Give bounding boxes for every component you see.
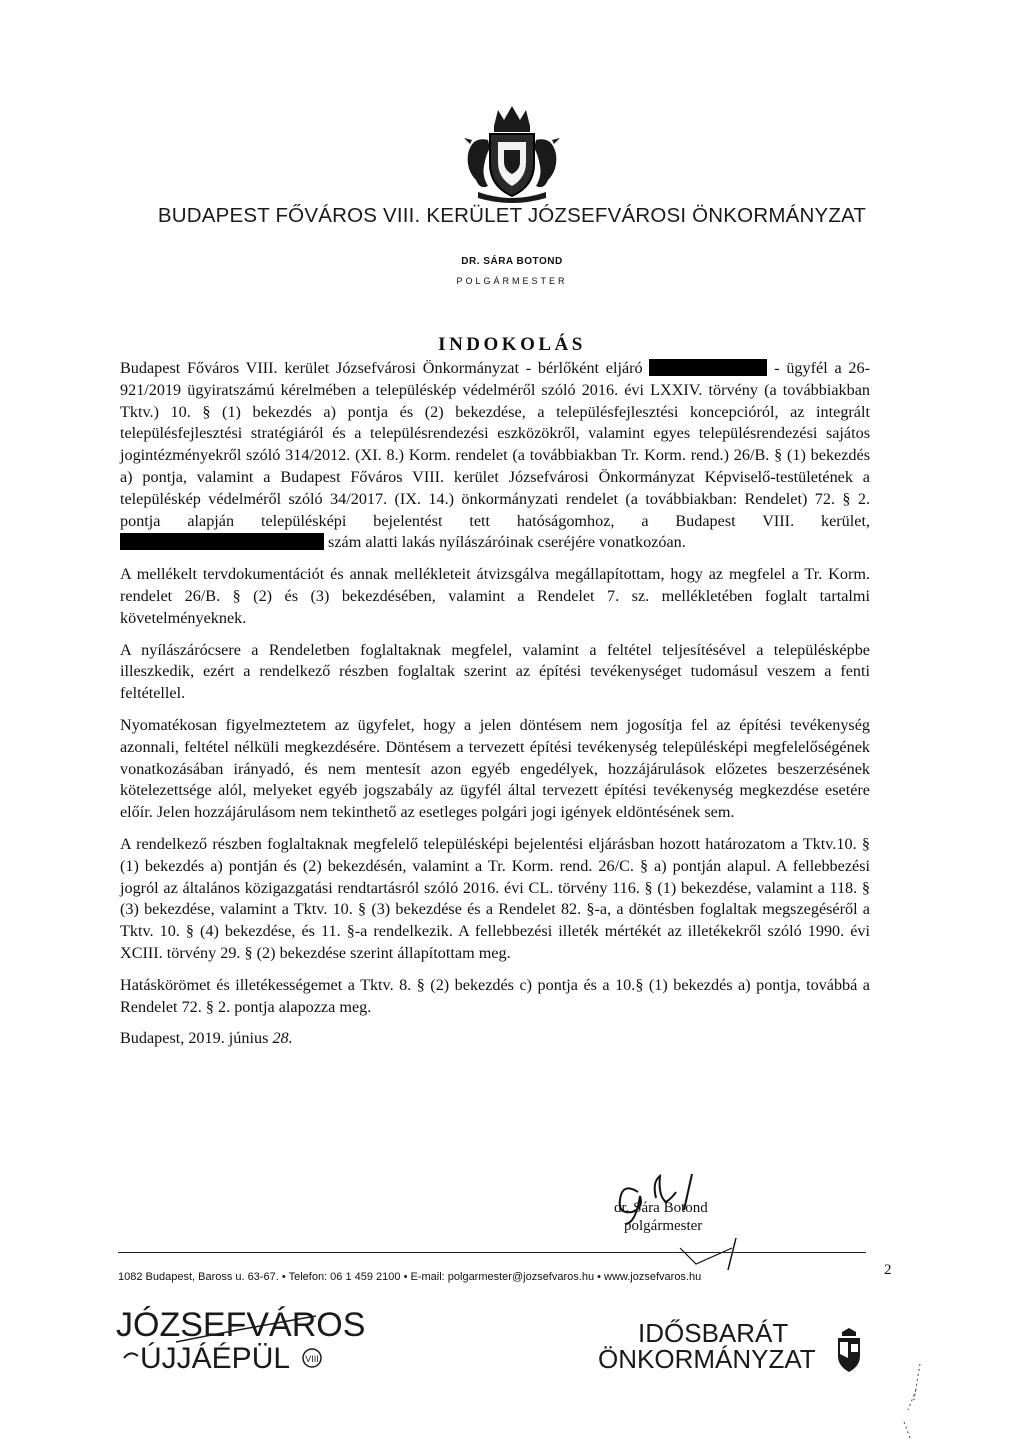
paragraph: Nyomatékosan figyelmeztetem az ügyfelet, hogy a jelen döntésem nem jogosítja fel az építési tevékenység azonnali, feltétel nélküli megkezdésére. Döntésem a tervezett építési tevékenység településképi megfelelőségének vonatkozásában irányadó, és nem mentesít azon egyéb engedélyek, hozzájárulások előzetes beszerzésének kötelezettsége alól, melyeket egyéb jogszabály az ügyfél által tervezett építési tevékenység megkezdése esetére előír. Jelen hozzájárulásom nem tekinthető az esetleges polgári jogi igények eldöntésének sem. (120, 715, 870, 822)
idosbarat-onkormanyzat-logo (598, 1318, 878, 1378)
signatory-name: dr. Sára Botond (614, 1200, 708, 1216)
page-number: 2 (884, 1262, 892, 1278)
paragraph: A nyílászárócsere a Rendeletben foglaltaknak megfelel, valamint a feltétel teljesítésével a településképbe illeszkedik, ezért a rendelkező részben foglaltak szerint az építési tevékenységet tudomásul veszem a fenti feltétellel. (120, 640, 870, 703)
mayor-title: POLGÁRMESTER (456, 276, 568, 286)
jozsefvaros-ujjaepul-logo (116, 1306, 366, 1378)
redaction-bar (649, 359, 767, 376)
mayor-name: DR. SÁRA BOTOND (461, 256, 563, 267)
paragraph-intro-part-3: szám alatti lakás nyílászáróinak cseréjére vonatkozóan. (328, 533, 686, 552)
paragraph-intro (120, 358, 870, 554)
logo-right-line2: ÖNKORMÁNYZAT (598, 1344, 816, 1374)
redaction-bar (120, 533, 324, 550)
footer-divider (118, 1252, 866, 1253)
logo-left-line2: ÚJJÁÉPÜL (140, 1342, 291, 1375)
paragraph: A rendelkező részben foglaltaknak megfelelő településképi bejelentési eljárásban hozott határozatom a Tktv.10. § (1) bekezdés a) pontján és (2) bekezdésén, valamint a Tr. Korm. rend. 26/C. § a) pontján alapul. A fellebbezési jogról az általános közigazgatási rendtartásról szóló 2016. évi CL. törvény 116. § (1) bekezdése, valamint a 118. § (3) bekezdése, valamint a Tktv. 10. § (3) bekezdése és a Rendelet 82. §-a, a döntésben foglaltak megszegéséről a Tktv. 10. § (4) bekezdése, és 11. §-a rendelkezik. A fellebbezési illeték mértékét az illetékekről szóló 1990. évi XCIII. törvény 29. § (2) bekezdése szerint állapítottam meg. (120, 834, 870, 962)
paragraph-intro-part-1: Budapest Főváros VIII. kerület Józsefvárosi Önkormányzat - bérlőként eljáró (120, 359, 643, 377)
footer-address: 1082 Budapest, Baross u. 63-67. • Telefon: 06 1 459 2100 • E-mail: polgarmester@jozsefvaros.hu • www.jozsefvaros.hu (118, 1271, 702, 1283)
logo-badge: VIII (305, 1354, 319, 1364)
logo-right-line1: IDŐSBARÁT (638, 1318, 789, 1348)
document-heading: INDOKOLÁS (438, 334, 586, 355)
organization-name: BUDAPEST FŐVÁROS VIII. KERÜLET JÓZSEFVÁROSI ÖNKORMÁNYZAT (157, 204, 867, 227)
document-body (120, 358, 870, 1060)
coat-of-arms-icon (458, 100, 566, 208)
paragraph: Hatáskörömet és illetékességemet a Tktv. 8. § (2) bekezdés c) pontja és a 10.§ (1) bekezdés a) pontja, továbbá a Rendelet 72. § 2. pontja alapozza meg. (120, 975, 870, 1016)
logo-left-line1: JÓZSEFVÁROS (116, 1306, 366, 1344)
signatory-title: polgármester (624, 1218, 703, 1234)
date-day-handwritten: 28. (272, 1029, 293, 1048)
date-text: Budapest, 2019. június (120, 1029, 269, 1048)
date-line (120, 1028, 870, 1050)
paragraph-intro-part-2: - ügyfél a 26-921/2019 ügyiratszámú kérelmében a településkép védelméről szóló 2016. évi LXXIV. törvény (a továbbiakban Tktv.) 10. § (1) bekezdés a) pontja és (2) bekezdése, a településfejlesztési koncepcióról, az integrált településfejlesztési stratégiáról és a településrendezési eszközökről, valamint egyes településrendezési sajátos jogintézményekről szóló 314/2012. (XI. 8.) Korm. rendelet (a továbbiakban Tr. Korm. rend.) 26/B. § (1) bekezdés a) pontja, valamint a Budapest Főváros VIII. kerület Józsefvárosi Önkormányzat Képviselő-testületének a településkép védelméről szóló 34/2017. (IX. 14.) önkormányzati rendelet (a továbbiakban: Rendelet) 72. § 2. pontja alapján településképi bejelentést tett hatóságomhoz, a Budapest VIII. kerület, (120, 359, 870, 530)
paragraph: A mellékelt tervdokumentációt és annak mellékleteit átvizsgálva megállapítottam, hogy az megfelel a Tr. Korm. rendelet 26/B. § (2) és (3) bekezdésében, valamint a Rendelet 7. sz. mellékletében foglalt tartalmi követelményeknek. (120, 565, 870, 627)
scan-artifact (880, 1360, 940, 1440)
hungarian-crest-icon (834, 1328, 864, 1372)
